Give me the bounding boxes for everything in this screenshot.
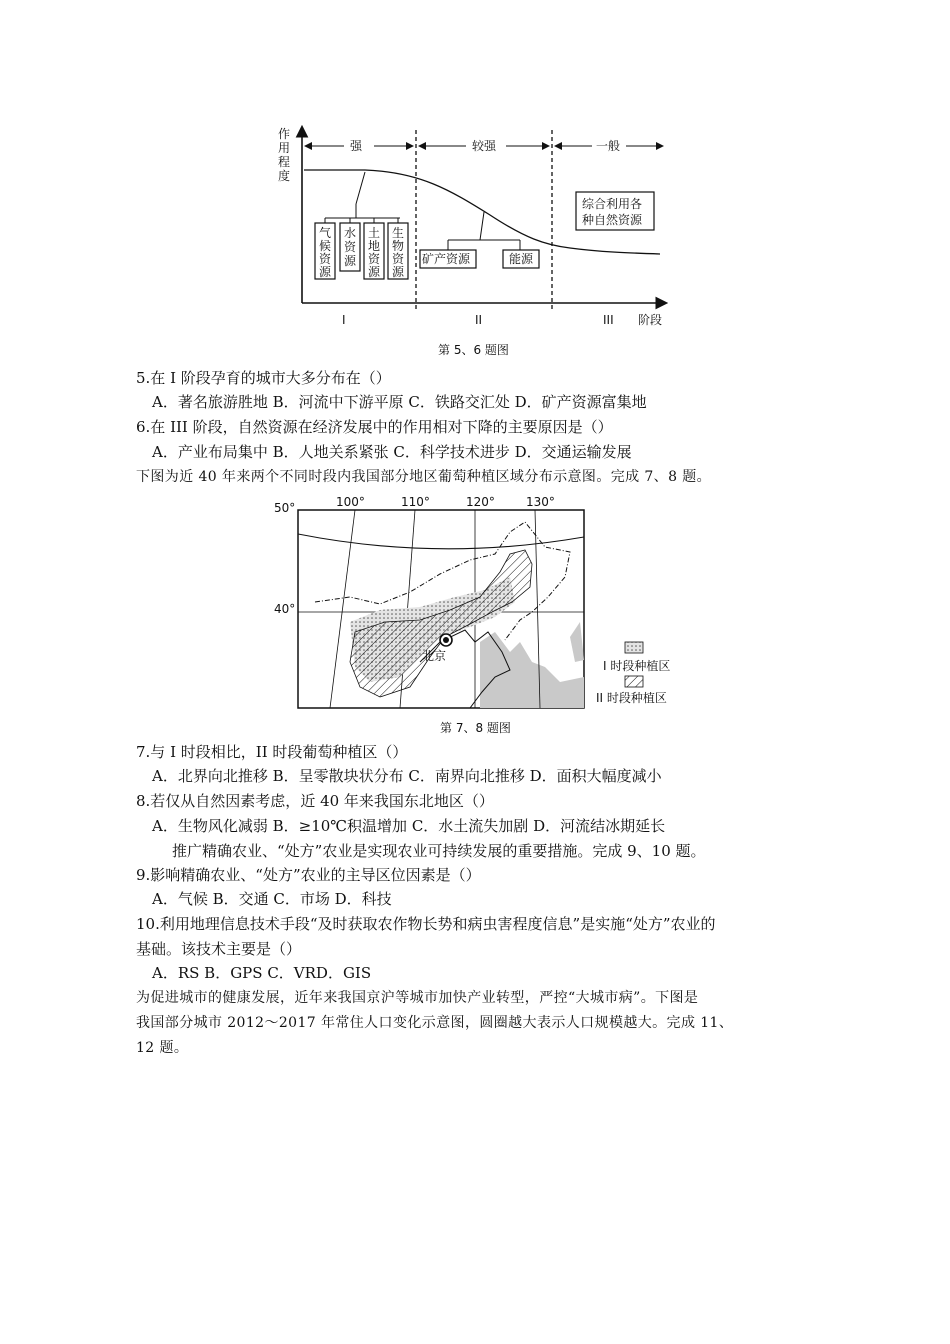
y-axis-label-3: 程 [278, 155, 291, 169]
band-strong: 强 [350, 139, 363, 153]
legend-swatch-stage1 [625, 642, 643, 653]
stage-label-1: I [342, 313, 346, 327]
resource-integrated-1: 综合利用各 [582, 197, 643, 211]
lon-label-130: 130° [526, 495, 555, 509]
svg-text:资: 资 [344, 240, 357, 254]
lat-label-40: 40° [274, 602, 296, 616]
q8-options: A．生物风化减弱 B．≥10℃积温增加 C．水土流失加剧 D．河流结冰期延长 [152, 817, 666, 835]
figure-grape-map [270, 492, 690, 737]
svg-text:候: 候 [319, 239, 332, 253]
q5-stem: 5.在 I 阶段孕育的城市大多分布在（） [136, 369, 391, 387]
lon-label-110: 110° [401, 495, 430, 509]
svg-text:资: 资 [368, 252, 381, 266]
q8-stem: 8.若仅从自然因素考虑，近 40 年来我国东北地区（） [136, 792, 494, 810]
svg-text:物: 物 [392, 239, 405, 253]
q5-options: A．著名旅游胜地 B．河流中下游平原 C．铁路交汇处 D．矿产资源富集地 [152, 393, 647, 411]
intro-q7-8: 下图为近 40 年来两个不同时段内我国部分地区葡萄种植区域分布示意图。完成 7、8 题。 [136, 469, 712, 485]
svg-text:源: 源 [319, 265, 332, 279]
band-fairly-strong: 较强 [472, 139, 497, 153]
figure-resource-stages [270, 120, 680, 365]
svg-text:资: 资 [392, 252, 405, 266]
stage-label-3: III [603, 313, 614, 327]
q6-options: A．产业布局集中 B．人地关系紧张 C．科学技术进步 D．交通运输发展 [152, 443, 632, 461]
resource-biological [392, 225, 405, 279]
svg-text:源: 源 [344, 254, 357, 268]
q10-stem-line2: 基础。该技术主要是（） [136, 940, 302, 958]
svg-text:水: 水 [344, 226, 357, 240]
svg-text:源: 源 [368, 265, 381, 279]
resource-climate [319, 225, 332, 279]
lat-label-50: 50° [274, 501, 296, 515]
intro-q11-12-line2: 我国部分城市 2012～2017 年常住人口变化示意图，圆圈越大表示人口规模越大。完成 11、 [136, 1015, 734, 1031]
figure2-caption: 第 7、8 题图 [440, 721, 511, 735]
svg-text:气: 气 [319, 226, 332, 240]
q9-stem: 9.影响精确农业、“处方”农业的主导区位因素是（） [136, 866, 481, 884]
svg-text:资: 资 [319, 252, 332, 266]
y-axis-label-1: 作 [278, 127, 291, 141]
svg-text:源: 源 [392, 265, 405, 279]
q7-options: A．北界向北推移 B．呈零散块状分布 C．南界向北推移 D．面积大幅度减小 [152, 767, 662, 785]
resource-integrated-2: 种自然资源 [582, 213, 643, 227]
y-axis-label-4: 度 [278, 169, 291, 183]
intro-q9-10: 推广精确农业、“处方”农业是实现农业可持续发展的重要措施。完成 9、10 题。 [172, 842, 706, 860]
stage-label-2: II [475, 313, 483, 327]
svg-text:生: 生 [392, 226, 405, 240]
resource-mineral: 矿产资源 [422, 252, 471, 266]
beijing-label: 北京 [422, 649, 447, 663]
x-axis-label: 阶段 [638, 313, 663, 327]
legend-stage1: I 时段种植区 [603, 659, 671, 673]
legend-stage2: II 时段种植区 [596, 691, 667, 705]
resource-energy: 能源 [509, 252, 534, 266]
svg-text:土: 土 [368, 226, 381, 240]
lon-label-100: 100° [336, 495, 365, 509]
lon-label-120: 120° [466, 495, 495, 509]
intro-q11-12-line3: 12 题。 [136, 1040, 189, 1056]
q6-stem: 6.在 III 阶段，自然资源在经济发展中的作用相对下降的主要原因是（） [136, 418, 613, 436]
resource-land [368, 225, 381, 279]
figure1-caption: 第 5、6 题图 [438, 343, 509, 357]
legend-swatch-stage2 [625, 676, 643, 687]
q10-stem-line1: 10.利用地理信息技术手段“及时获取农作物长势和病虫害程度信息”是实施“处方”农业的 [136, 915, 716, 933]
y-axis-label-2: 用 [278, 141, 291, 155]
q9-options: A．气候 B．交通 C．市场 D．科技 [152, 890, 392, 908]
intro-q11-12-line1: 为促进城市的健康发展，近年来我国京沪等城市加快产业转型，严控“大城市病”。下图是 [136, 990, 699, 1006]
q7-stem: 7.与 I 时段相比，II 时段葡萄种植区（） [136, 743, 408, 761]
svg-text:地: 地 [368, 239, 381, 253]
resource-water [344, 225, 357, 268]
q10-options: A．RS B．GPS C．VRD．GIS [152, 964, 372, 982]
band-general: 一般 [596, 139, 621, 153]
